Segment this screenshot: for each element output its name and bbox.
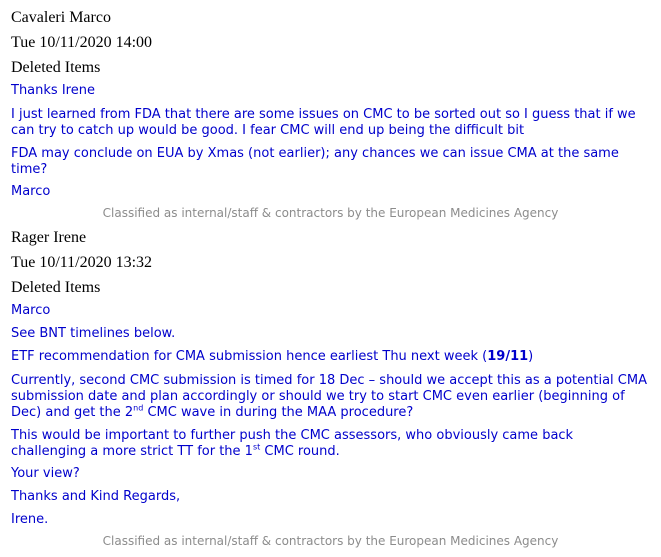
email2-greeting: Marco — [11, 303, 51, 318]
email2-closing: Thanks and Kind Regards, — [11, 489, 181, 504]
etf-date-bold: 19/11 — [487, 349, 529, 364]
email2-signature-name: Irene. — [11, 512, 49, 527]
cmc-para-a: Currently, second CMC submission is timed for 18 Dec – should we accept this as a potential CMA submission date and plan accordingly or should we try to start CMC even earlier (beginning of Dec) and get the 2 — [11, 373, 647, 420]
email2-question: Your view? — [11, 466, 80, 481]
email2-line-timelines: See BNT timelines below. — [11, 326, 176, 341]
assessors-para-sup: st — [252, 442, 261, 452]
email1-paragraph-2: FDA may conclude on EUA by Xmas (not earlier); any chances we can issue CMA at the same time? — [11, 146, 619, 177]
email1-paragraph-1: I just learned from FDA that there are some issues on CMC to be sorted out so I guess that if we can try to catch up would be good. I fear CMC will end up being the difficult bit — [11, 107, 636, 138]
email1-greeting: Thanks Irene — [11, 83, 95, 98]
email2-line-etf-recommendation — [11, 349, 651, 365]
email2-paragraph-assessors — [11, 428, 651, 460]
assessors-para-a: This would be important to further push the CMC assessors, who obviously came back challenging a more strict TT for the 1 — [11, 428, 574, 459]
cmc-para-b: CMC wave in during the MAA procedure? — [143, 405, 414, 420]
email1-classification-banner: Classified as internal/staff & contractors by the European Medicines Agency — [102, 206, 559, 220]
etf-text-post: ) — [528, 349, 534, 364]
email2-date: Tue 10/11/2020 13:32 — [11, 254, 153, 271]
email1-date: Tue 10/11/2020 14:00 — [11, 34, 153, 51]
email2-folder: Deleted Items — [11, 279, 101, 296]
email2-paragraph-cmc-submission — [11, 373, 651, 421]
email1-signoff: Marco — [11, 184, 51, 199]
email1-sender: Cavaleri Marco — [11, 9, 111, 26]
etf-text-pre: ETF recommendation for CMA submission hence earliest Thu next week ( — [11, 349, 488, 364]
cmc-para-sup: nd — [133, 403, 144, 413]
email2-classification-banner: Classified as internal/staff & contractors by the European Medicines Agency — [102, 534, 559, 548]
email1-folder: Deleted Items — [11, 59, 101, 76]
assessors-para-b: CMC round. — [260, 444, 340, 459]
email2-sender: Rager Irene — [11, 229, 87, 246]
